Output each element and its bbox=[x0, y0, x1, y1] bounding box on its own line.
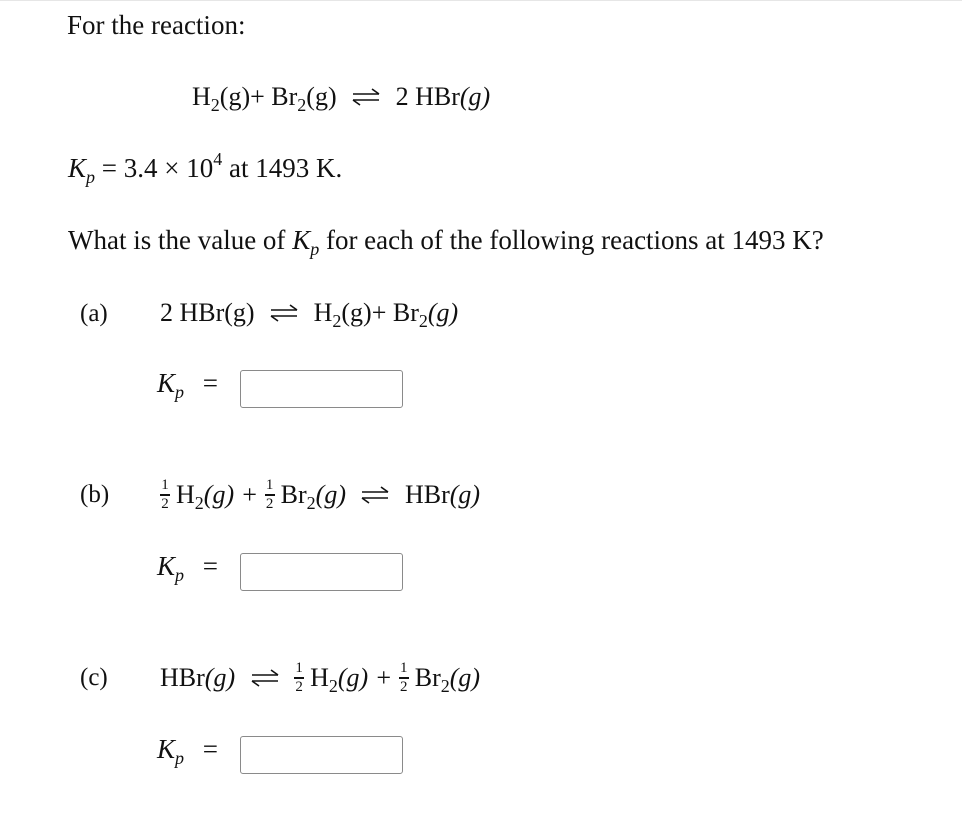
part-b-answer-input[interactable] bbox=[240, 553, 403, 591]
top-divider bbox=[0, 0, 962, 1]
part-c-reaction: HBr(g) $\frac{1}{2}$ $H_2(g)$ + $\frac{1}{2}$ $Br_2(g)$ bbox=[160, 660, 481, 696]
reactant-h2: $H_2$ bbox=[192, 82, 220, 115]
part-a-answer-input[interactable] bbox=[240, 370, 403, 408]
equilibrium-arrow-icon bbox=[250, 669, 280, 687]
fraction-half: $\frac{1}{2}$ bbox=[400, 660, 408, 695]
part-c-label: (c) bbox=[80, 664, 108, 691]
given-kp: $K_p = 3.4 \times 10^4$ at 1493 K. bbox=[68, 149, 343, 187]
fraction-half: $\frac{1}{2}$ bbox=[161, 477, 169, 512]
question-text: What is the value of $K_p$ for each of the following reactions at 1493 K? bbox=[68, 225, 824, 259]
part-a-label: (a) bbox=[80, 300, 108, 327]
part-b-label: (b) bbox=[80, 481, 110, 508]
part-b-reaction: $\frac{1}{2}$ $H_2(g)$ + $\frac{1}{2}$ $Br_2(g)$ HBr(g) bbox=[161, 477, 481, 513]
fraction-half: $\frac{1}{2}$ bbox=[295, 660, 303, 695]
part-b-kp-label: $K_p$ = bbox=[157, 551, 218, 585]
part-c-answer-input[interactable] bbox=[240, 736, 403, 774]
fraction-half: $\frac{1}{2}$ bbox=[265, 477, 274, 512]
part-c-kp-label: $K_p$ = bbox=[157, 734, 218, 768]
intro-text: For the reaction: bbox=[67, 10, 246, 40]
part-a-kp-label: $K_p$ = bbox=[157, 368, 218, 402]
equilibrium-arrow-icon bbox=[269, 304, 299, 322]
equilibrium-arrow-icon bbox=[360, 486, 390, 504]
part-a-reaction: 2 HBr(g) $H_2(g)+ Br_2(g)$ bbox=[160, 298, 459, 331]
main-reaction-equation: $H_2(g)+ Br_2(g)$ 2 HBr(g) bbox=[192, 82, 491, 115]
equilibrium-arrow-icon bbox=[351, 88, 381, 106]
